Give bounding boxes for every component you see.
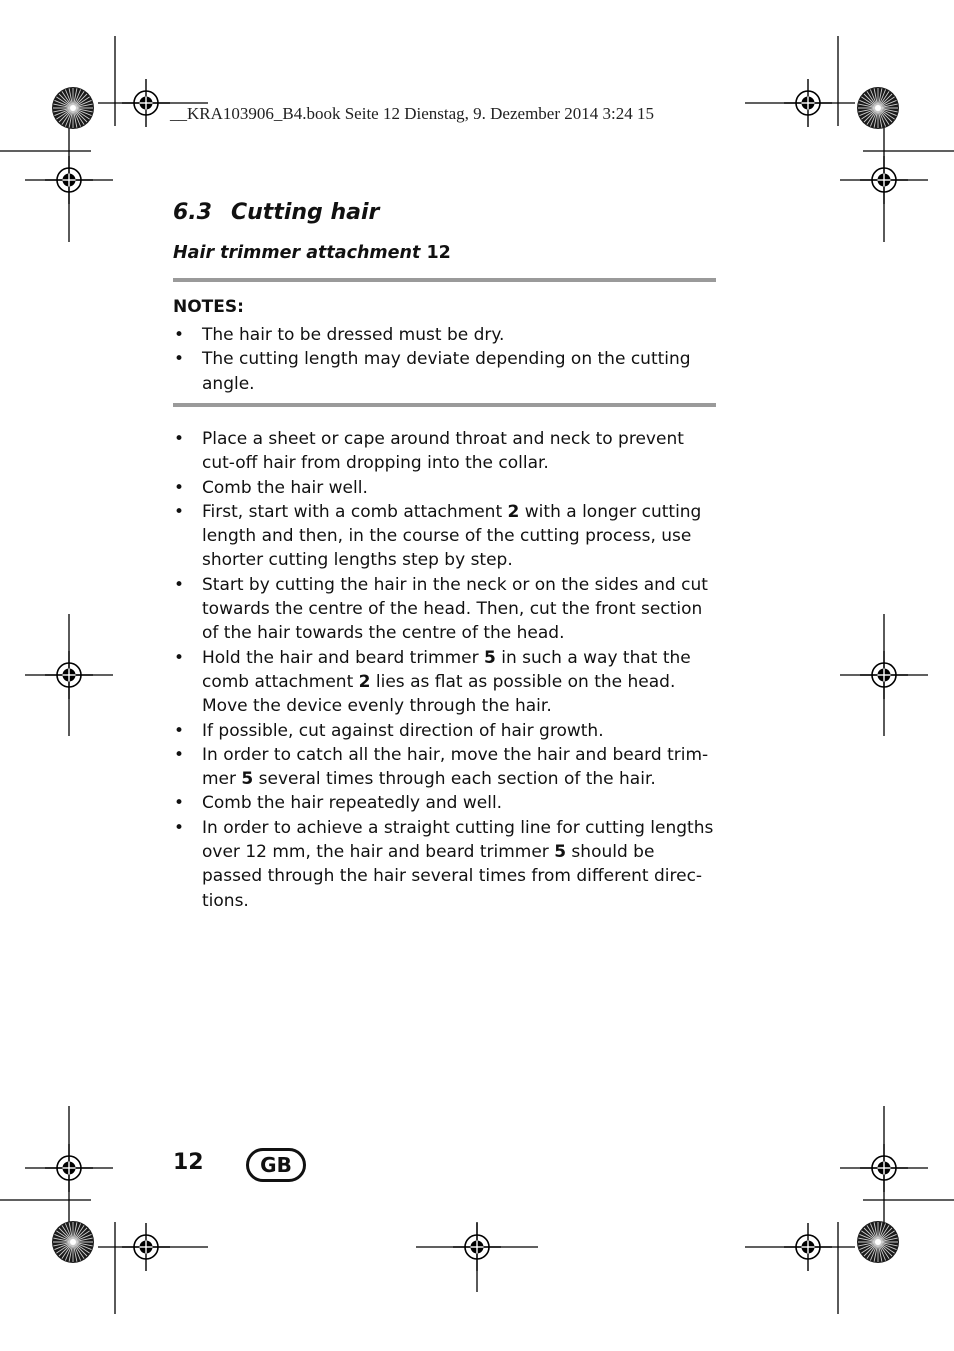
country-code-badge: GB xyxy=(246,1148,306,1182)
instruction-text: with a longer cutting length and then, in the course of the cutting process, use shorter cutting lengths step by step. xyxy=(202,501,702,571)
part-reference: 2 xyxy=(358,671,371,692)
section-title: Cutting hair xyxy=(231,200,380,225)
part-reference: 5 xyxy=(241,769,254,790)
page-number: 12 xyxy=(173,1150,204,1175)
notes-top-rule xyxy=(173,278,716,282)
instruction-item xyxy=(173,427,718,476)
notes-bottom-rule xyxy=(173,403,716,407)
instruction-text: lies as flat as possible on the head. Move the device evenly through the hair. xyxy=(202,671,676,717)
instruction-text: Comb the hair well. xyxy=(202,477,368,498)
notes-title: NOTES: xyxy=(173,297,244,317)
notes-list xyxy=(173,323,718,396)
section-heading xyxy=(173,200,379,225)
book-file-info: __KRA103906_B4.book Seite 12 Dienstag, 9. Dezember 2014 3:24 15 xyxy=(170,104,654,123)
instruction-text: Start by cutting the hair in the neck or on the sides and cut towards the centre of the head. Then, cut the front section of the hair towards the centre of the head. xyxy=(202,574,708,644)
note-item: • The cutting length may deviate depending on the cutting angle. xyxy=(173,347,718,396)
instruction-text: Hold the hair and beard trimmer xyxy=(202,647,485,668)
subheading xyxy=(173,243,451,263)
instruction-text: In order to catch all the hair, move the hair and beard trim-mer xyxy=(202,744,709,790)
instruction-text: in such a way that the comb attachment xyxy=(202,647,691,692)
subheading-ref: 12 xyxy=(426,243,451,263)
instruction-item xyxy=(173,573,718,646)
instruction-text: In order to achieve a straight cutting line for cutting lengths over 12 mm, the hair and beard trimmer xyxy=(202,817,714,863)
instruction-text: First, start with a comb attachment xyxy=(202,501,508,522)
instruction-list xyxy=(173,427,718,913)
part-reference: 5 xyxy=(484,647,496,668)
subheading-label: Hair trimmer attachment xyxy=(173,243,421,263)
instruction-text: Place a sheet or cape around throat and neck to prevent cut-off hair from dropping into the collar. xyxy=(202,429,684,474)
part-reference: 2 xyxy=(507,501,520,522)
instruction-text: Comb the hair repeatedly and well. xyxy=(202,793,503,814)
part-reference: 5 xyxy=(554,842,567,863)
instruction-item xyxy=(173,476,718,500)
section-number: 6.3 xyxy=(173,200,212,225)
instruction-item xyxy=(173,816,718,913)
instruction-text: should be passed through the hair several times from different direc-tions. xyxy=(202,842,703,911)
instruction-item xyxy=(173,500,718,573)
note-item: • The hair to be dressed must be dry. xyxy=(173,323,718,347)
instruction-text: If possible, cut against direction of hair growth. xyxy=(202,720,604,741)
instruction-item xyxy=(173,743,718,792)
instruction-text: several times through each section of the hair. xyxy=(253,769,656,790)
instruction-item xyxy=(173,719,718,743)
instruction-item xyxy=(173,646,718,719)
instruction-item xyxy=(173,791,718,815)
